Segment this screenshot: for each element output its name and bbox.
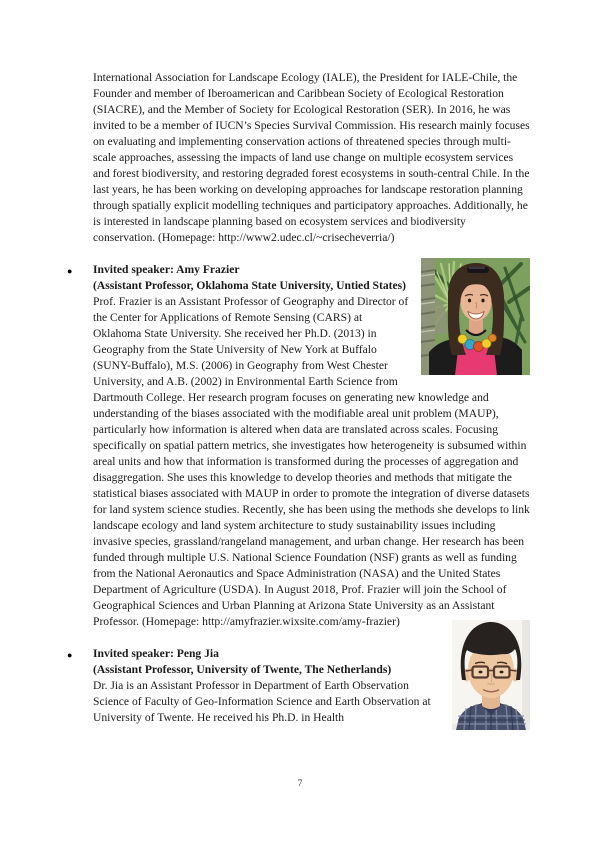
speaker-section-amy-frazier — [67, 262, 530, 630]
intro-paragraph: International Association for Landscape Ecology (IALE), the President for IALE-Chile, the Founder and member of Iberoamerican and Caribbean Society of Ecological Restoration (SIACRE), and the Member of Society for Ecological Restoration (SER). In 2016, he was invited to be a member of IUCN’s Species Survival Commission. His research mainly focuses on evaluating and implementing conservation actions of threatened species through multi-scale approaches, assessing the impacts of land use change on multiple ecosystem services and forest biodiversity, and restoring degraded forest ecosystems in south-central Chile. In the last years, he has been working on developing approaches for landscape restoration planning through spatially explicit modelling techniques and participatory approaches. Additionally, he is interested in landscape planning based on ecosystem services and biodiversity conservation. (Homepage: http://www2.udec.cl/~crisecheverria/) — [93, 71, 530, 244]
speaker-affiliation: (Assistant Professor, Oklahoma State University, Untied States) — [93, 279, 407, 292]
speaker-heading: Invited speaker: Amy Frazier — [93, 263, 240, 276]
bullet-marker: ● — [67, 266, 73, 276]
speaker-heading: Invited speaker: Peng Jia — [93, 647, 219, 660]
speaker-section-peng-jia — [67, 646, 530, 726]
bullet-marker: ● — [67, 650, 73, 660]
speaker-bio: Dr. Jia is an Assistant Professor in Department of Earth Observation Science of Faculty of Geo-Information Science and Earth Observation at University of Twente. He received his Ph.D. in Health — [93, 679, 431, 724]
speaker-bio: Prof. Frazier is an Assistant Professor of Geography and Director of the Center for Applications of Remote Sensing (CARS) at Oklahoma State University. She received her Ph.D. (2013) in Geography from the State University of New York at Buffalo (SUNY-Buffalo), M.S. (2006) in Geography from West Chester University, and A.B. (2002) in Environmental Earth Science from Dartmouth College. Her research program focuses on generating new knowledge and understanding of the biases associated with the modifiable areal unit problem (MAUP), particularly how information is altered when data are translated across scales. Focusing specifically on spatial pattern metrics, she investigates how heterogeneity is subsumed within areal units and how that information is transformed during the processes of aggregation and disaggregation. She uses this knowledge to develop theories and methods that mitigate the statistical biases associated with MAUP in order to promote the integration of diverse datasets for land system science studies. Recently, she has been using the methods she develops to link landscape ecology and land system architecture to study sustainability issues including invasive species, grassland/rangeland management, and urban change. Her research has been funded through multiple U.S. National Science Foundation (NSF) grants as well as funding from the National Aeronautics and Space Administration (NASA) and the United States Department of Agriculture (USDA). In August 2018, Prof. Frazier will join the School of Geographical Sciences and Urban Planning at Arizona State University as an Assistant Professor. (Homepage: http://amyfrazier.wixsite.com/amy-frazier) — [93, 295, 530, 628]
page-content — [67, 70, 530, 756]
page-number: 7 — [297, 779, 303, 789]
speaker-affiliation: (Assistant Professor, University of Twente, The Netherlands) — [93, 663, 392, 676]
amy-frazier-photo — [421, 258, 530, 375]
peng-jia-photo — [452, 620, 530, 730]
